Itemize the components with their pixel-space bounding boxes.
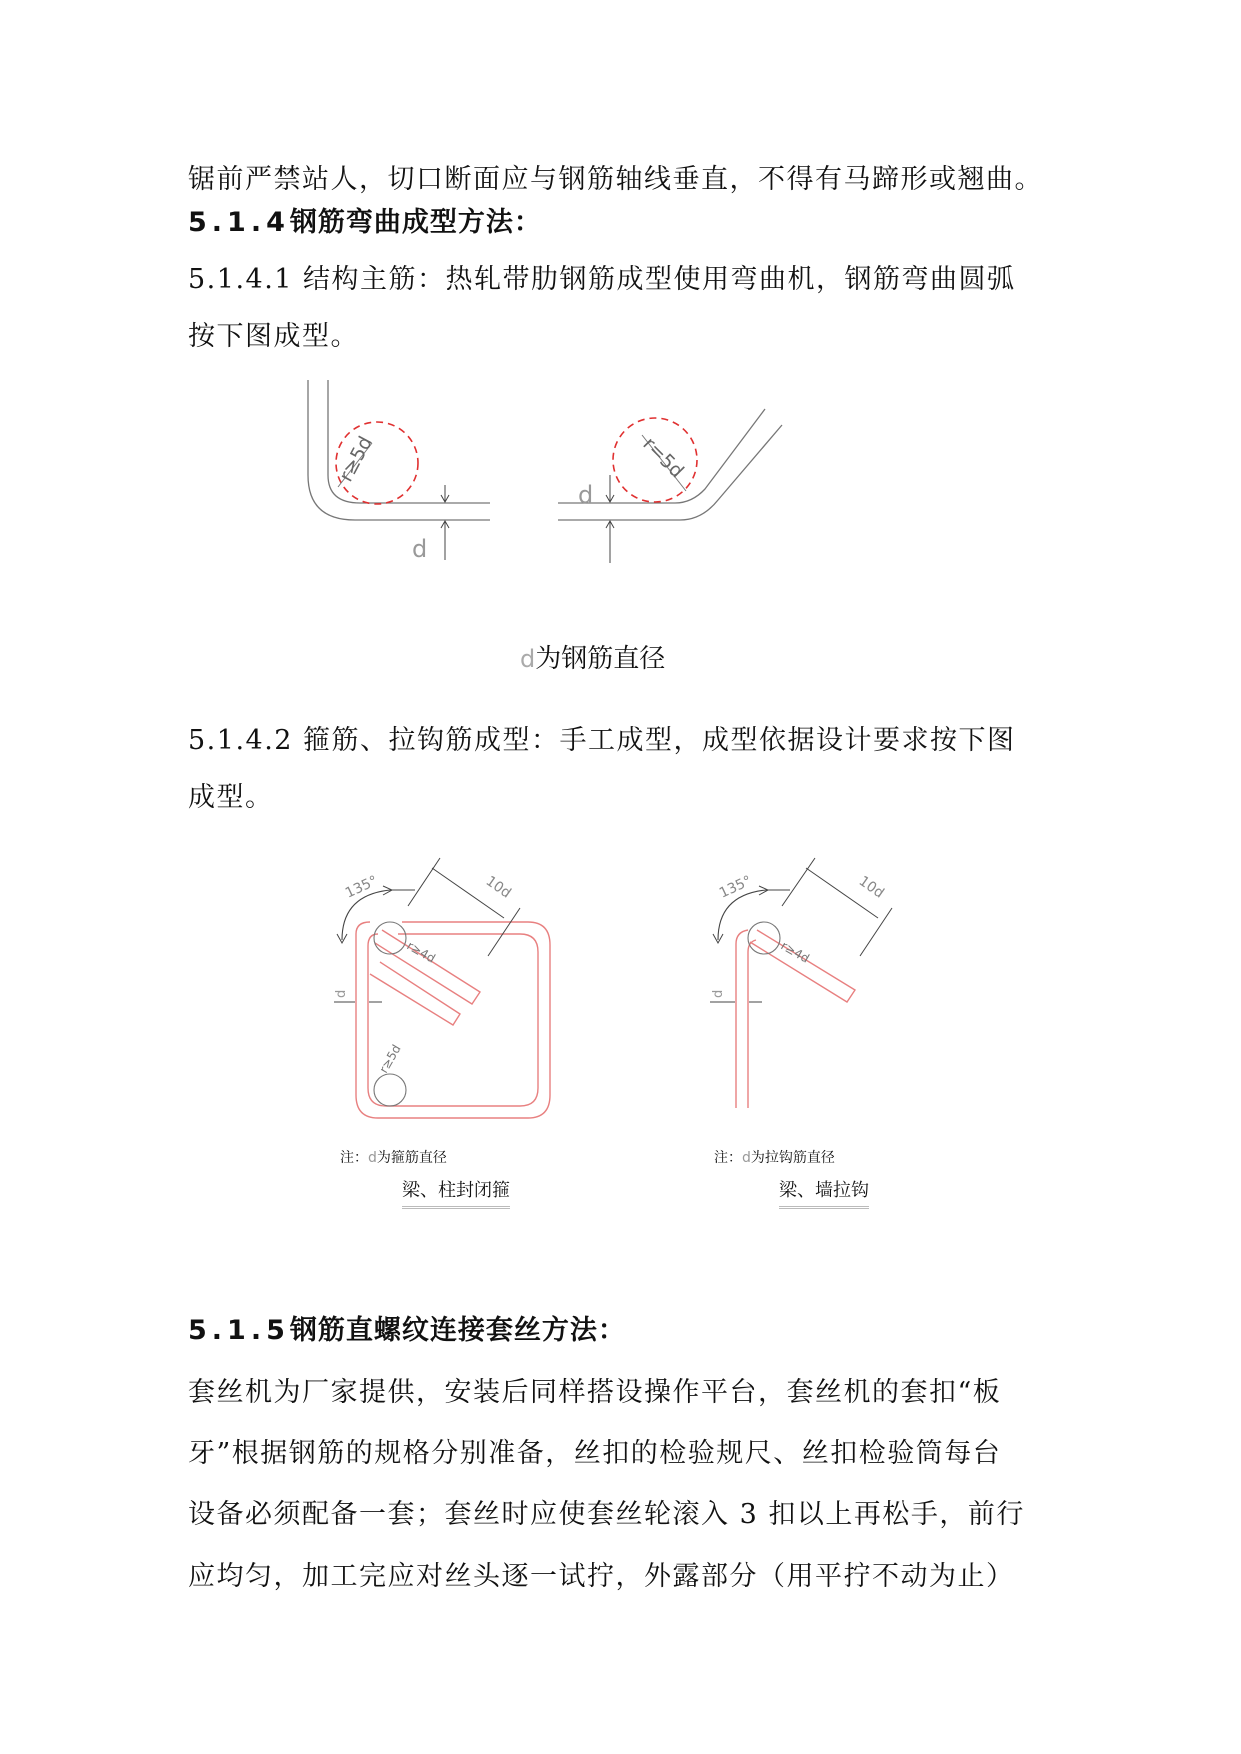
figure-stirrup-and-tie bbox=[320, 850, 920, 1125]
stirrup-figure-title: 梁、柱封闭箍 bbox=[402, 1180, 510, 1209]
stirrup-hook-radius-label: r≥4d bbox=[404, 938, 438, 966]
stirrup-corner-radius-label: r≥5d bbox=[376, 1042, 404, 1076]
stirrup-hook-circle bbox=[374, 922, 406, 954]
stirrup-angle-label: 135° bbox=[342, 872, 381, 902]
paragraph-5-1-4-1-line1: 5.1.4.1 结构主筋：热轧带肋钢筋成型使用弯曲机，钢筋弯曲圆弧 bbox=[188, 264, 1016, 295]
heading-text: 钢筋直螺纹连接套丝方法： bbox=[289, 1315, 626, 1346]
tie-hook-circle bbox=[748, 922, 780, 954]
caption-text: 为钢筋直径 bbox=[535, 644, 666, 674]
paragraph-5-1-4-2-line2: 成型。 bbox=[188, 782, 274, 813]
figure-main-rebar-bend bbox=[300, 375, 900, 595]
paragraph-5-1-5-line1: 套丝机为厂家提供，安装后同样搭设操作平台，套丝机的套扣“板 bbox=[188, 1377, 1002, 1408]
left-radius-label: r≥5d bbox=[334, 432, 377, 486]
paragraph-saw-safety: 锯前严禁站人，切口断面应与钢筋轴线垂直，不得有马蹄形或翘曲。 bbox=[188, 164, 1043, 195]
figure1-caption bbox=[520, 643, 665, 675]
closed-stirrup bbox=[356, 922, 550, 1118]
stirrup-dim-label: d bbox=[334, 989, 349, 998]
note-prefix: 注： bbox=[340, 1150, 368, 1166]
note-text: 为拉钩筋直径 bbox=[750, 1150, 835, 1166]
stirrup-length-label: 10d bbox=[482, 873, 514, 902]
note-prefix: 注： bbox=[714, 1150, 742, 1166]
right-radius-label: r=5d bbox=[638, 432, 688, 483]
note-d-symbol: d bbox=[742, 1150, 751, 1166]
tie-angle-label: 135° bbox=[716, 872, 755, 902]
heading-text: 钢筋弯曲成型方法： bbox=[289, 207, 542, 238]
heading-number: 5.1.4 bbox=[188, 207, 290, 238]
left-dimension bbox=[441, 485, 449, 560]
heading-number: 5.1.5 bbox=[188, 1315, 290, 1346]
left-dim-label: d bbox=[412, 535, 428, 563]
stirrup-corner-circle bbox=[374, 1074, 406, 1106]
caption-d-symbol: d bbox=[520, 645, 536, 673]
right-dim-label: d bbox=[578, 481, 594, 509]
left-bent-bar bbox=[308, 380, 490, 520]
tie-hook-radius-label: r≥4d bbox=[778, 938, 812, 966]
paragraph-5-1-4-1-line2: 按下图成型。 bbox=[188, 321, 359, 352]
paragraph-5-1-4-2-line1: 5.1.4.2 箍筋、拉钩筋成型：手工成型，成型依据设计要求按下图 bbox=[188, 725, 1016, 756]
heading-5-1-4 bbox=[188, 206, 1068, 240]
tie-note bbox=[714, 1149, 835, 1167]
tie-dim-label: d bbox=[711, 989, 726, 998]
heading-5-1-5 bbox=[188, 1314, 1068, 1348]
note-d-symbol: d bbox=[368, 1150, 377, 1166]
paragraph-5-1-5-line2: 牙”根据钢筋的规格分别准备，丝扣的检验规尺、丝扣检验筒每台 bbox=[188, 1438, 1002, 1469]
tie-length-label: 10d bbox=[855, 873, 887, 902]
paragraph-5-1-5-line4: 应均匀，加工完应对丝头逐一试拧，外露部分（用平拧不动为止） bbox=[188, 1561, 1015, 1592]
tie-figure-title: 梁、墙拉钩 bbox=[779, 1180, 869, 1209]
note-text: 为箍筋直径 bbox=[376, 1150, 447, 1166]
right-dimension bbox=[606, 475, 614, 563]
stirrup-note bbox=[340, 1149, 447, 1167]
paragraph-5-1-5-line3: 设备必须配备一套；套丝时应使套丝轮滚入 3 扣以上再松手，前行 bbox=[188, 1499, 1025, 1530]
